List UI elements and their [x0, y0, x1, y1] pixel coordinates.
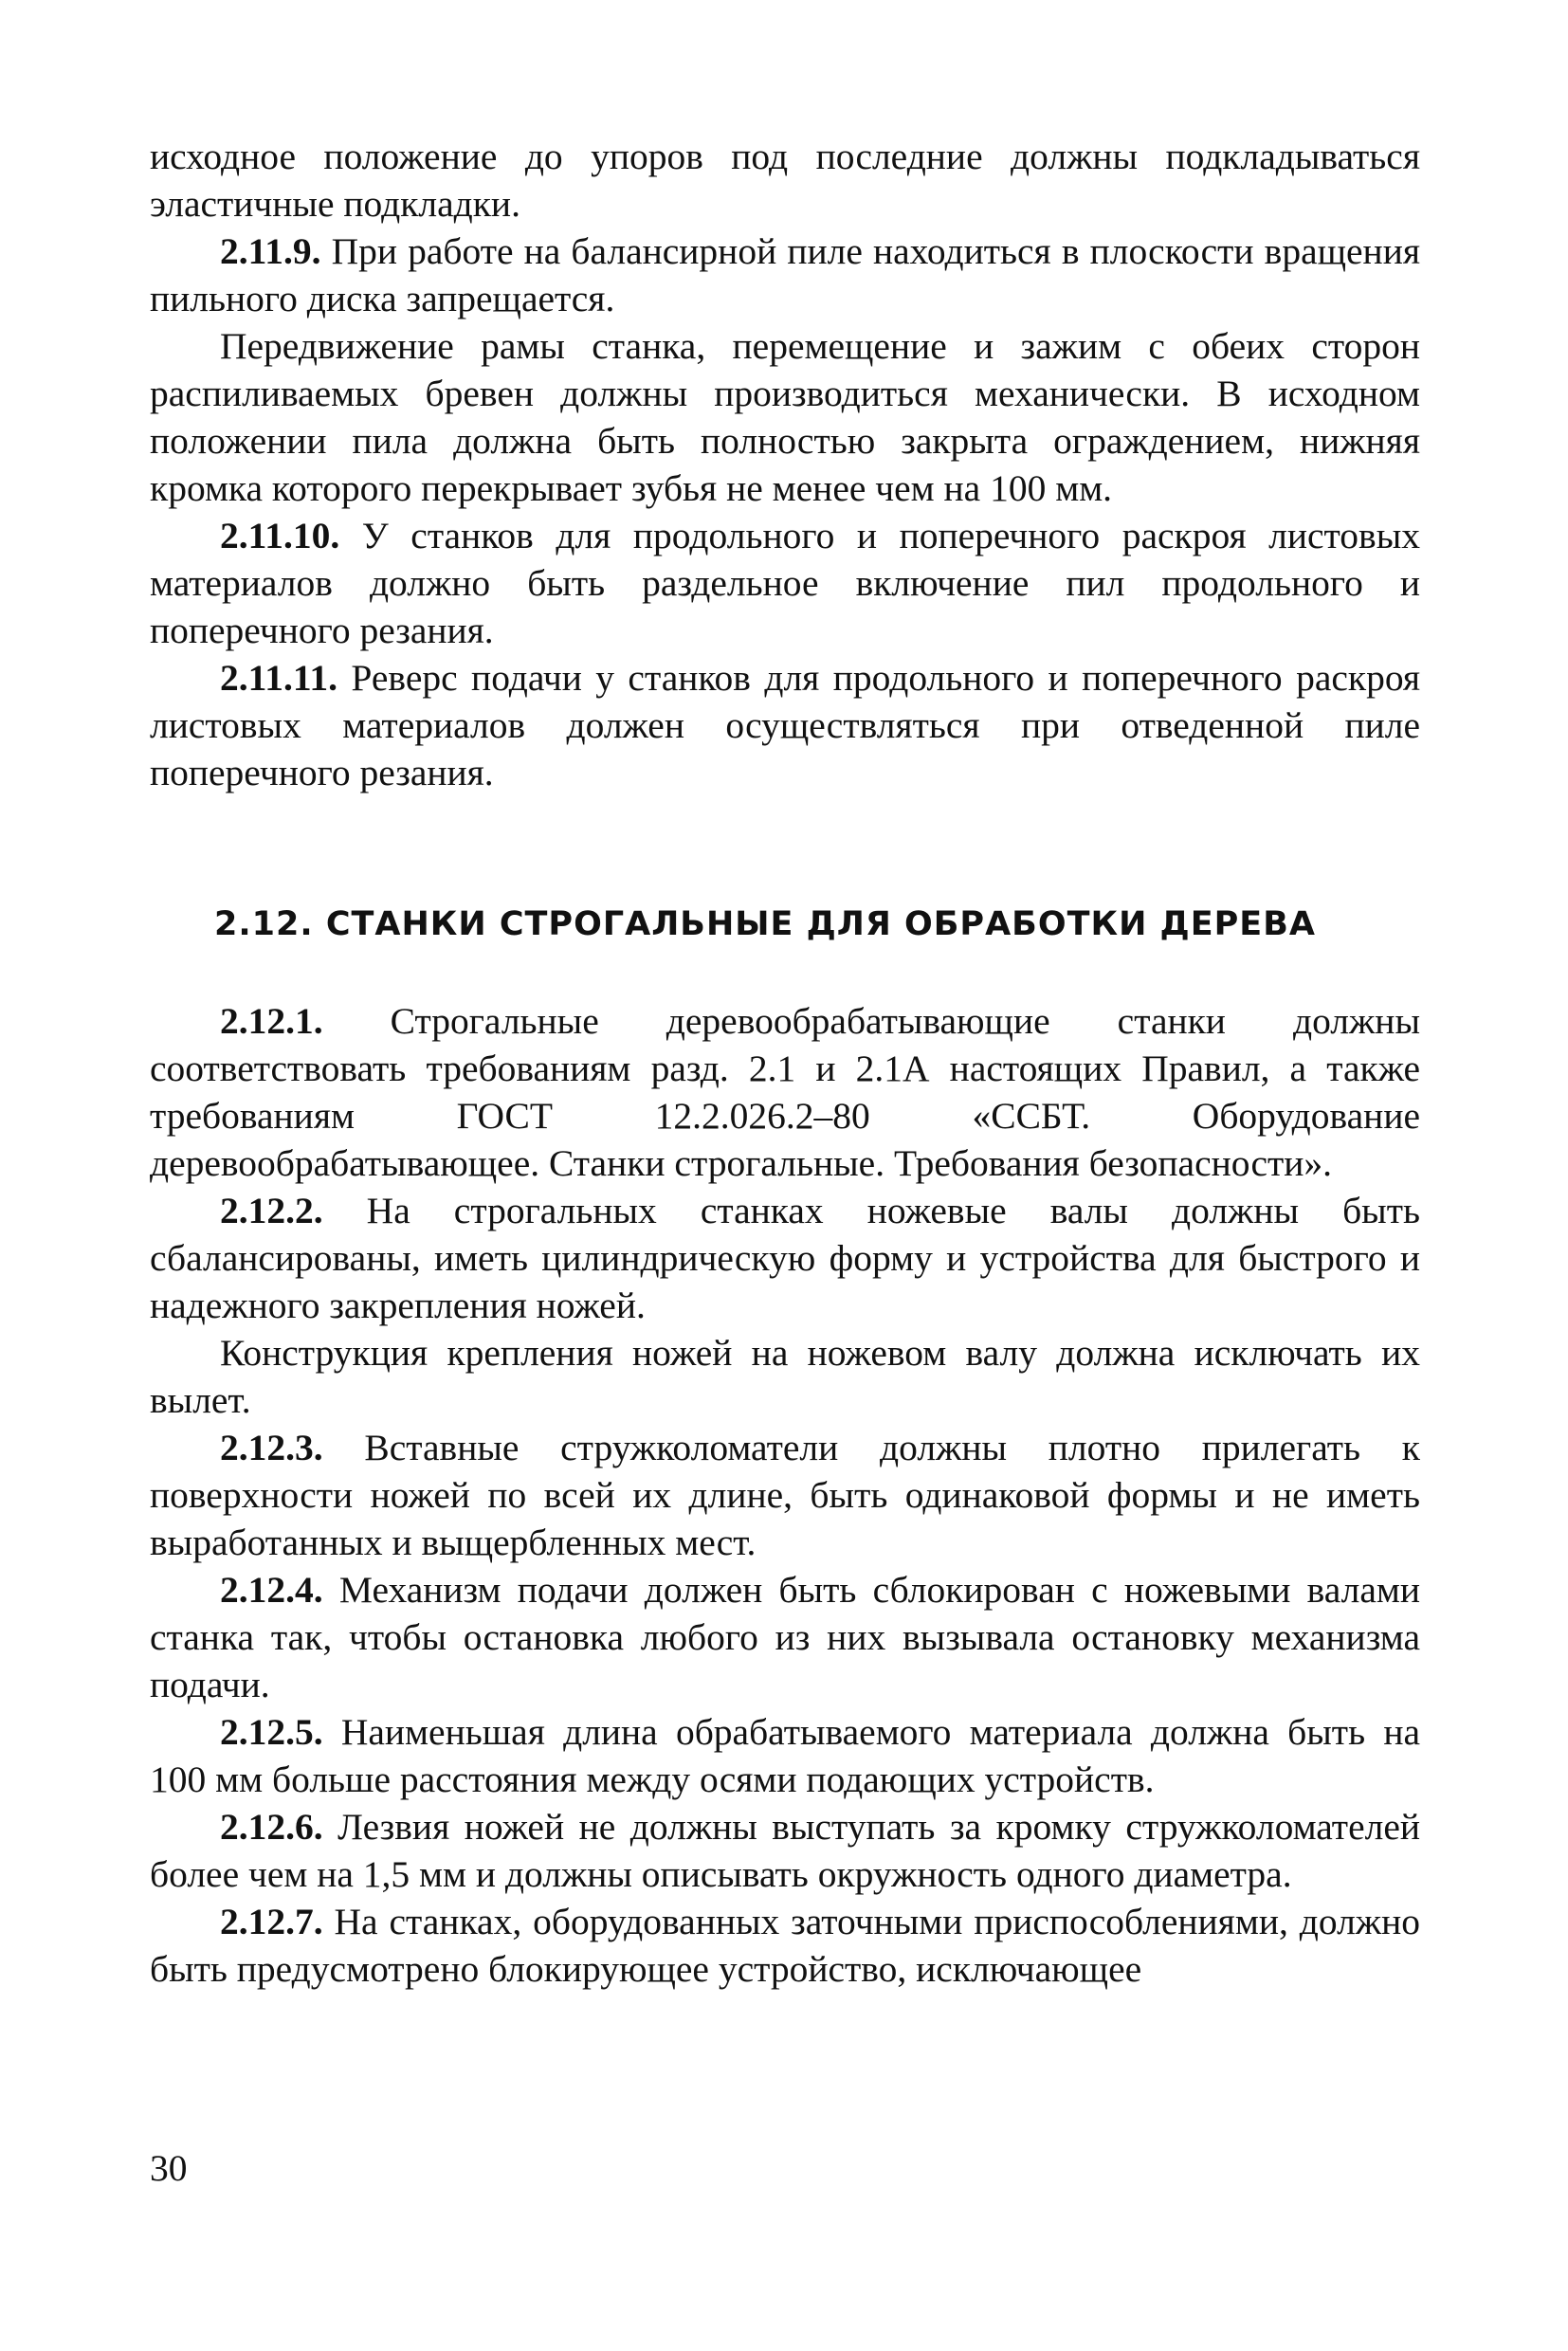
paragraph-frame-movement	[150, 322, 1420, 512]
document-page	[150, 133, 1420, 1993]
paragraph-2-11-9	[150, 228, 1420, 322]
paragraph-continuation	[150, 133, 1420, 228]
page-number: 30	[150, 2147, 188, 2189]
paragraph-2-12-1	[150, 997, 1420, 1187]
paragraph-text: Вставные стружколоматели должны плотно прилегать к поверхности ножей по всей их длине, быть одинаковой формы и не иметь выработанных и выщербленных мест.	[150, 1427, 1420, 1563]
paragraph-2-12-7	[150, 1898, 1420, 1993]
clause-number: 2.12.3.	[220, 1427, 323, 1468]
paragraph-2-12-3	[150, 1424, 1420, 1566]
clause-number: 2.12.6.	[220, 1806, 323, 1848]
paragraph-text: Конструкция крепления ножей на ножевом валу должна исключать их вылет.	[150, 1332, 1420, 1421]
clause-number: 2.11.10.	[220, 515, 340, 556]
paragraph-2-12-2	[150, 1187, 1420, 1329]
paragraph-text: Лезвия ножей не должны выступать за кромку стружколомателей более чем на 1,5 мм и должны описывать окружность одного диаметра.	[150, 1806, 1420, 1895]
clause-number: 2.12.2.	[220, 1190, 323, 1231]
paragraph-text: Реверс подачи у станков для продольного и поперечного раскроя листовых материалов должен осуществляться при отведенной пиле поперечного резания.	[150, 657, 1420, 793]
paragraph-knife-mounting	[150, 1329, 1420, 1424]
section-heading: 2.12. СТАНКИ СТРОГАЛЬНЫЕ ДЛЯ ОБРАБОТКИ ДЕРЕВА	[214, 905, 1316, 943]
clause-number: 2.12.4.	[220, 1569, 323, 1611]
paragraph-text: На станках, оборудованных заточными приспособлениями, должно быть предусмотрено блокирующее устройство, исключающее	[150, 1901, 1420, 1990]
paragraph-2-11-11	[150, 654, 1420, 796]
paragraph-text: Механизм подачи должен быть сблокирован с ножевыми валами станка так, чтобы остановка любого из них вызывала остановку механизма подачи.	[150, 1569, 1420, 1705]
clause-number: 2.12.7.	[220, 1901, 323, 1942]
paragraph-text: Наименьшая длина обрабатываемого материала должна быть на 100 мм больше расстояния между осями подающих устройств.	[150, 1711, 1420, 1800]
paragraph-2-12-6	[150, 1803, 1420, 1898]
clause-number: 2.12.1.	[220, 1000, 323, 1042]
paragraph-text: На строгальных станках ножевые валы должны быть сбалансированы, иметь цилиндрическую форму и устройства для быстрого и надежного закрепления ножей.	[150, 1190, 1420, 1326]
paragraph-text: Строгальные деревообрабатывающие станки должны соответствовать требованиям разд. 2.1 и 2.1А настоящих Правил, а также требованиям ГОСТ 12.2.026.2–80 «ССБТ. Оборудование деревообрабатывающее. Станки строгальные. Требования безопасности».	[150, 1000, 1420, 1184]
paragraph-text: У станков для продольного и поперечного раскроя листовых материалов должно быть раздельное включение пил продольного и поперечного резания.	[150, 515, 1420, 651]
paragraph-2-12-5	[150, 1708, 1420, 1803]
clause-number: 2.11.9.	[220, 230, 321, 272]
clause-number: 2.12.5.	[220, 1711, 323, 1753]
paragraph-text: При работе на балансирной пиле находиться в плоскости вращения пильного диска запрещается.	[150, 230, 1420, 319]
paragraph-text: Передвижение рамы станка, перемещение и зажим с обеих сторон распиливаемых бревен должны производиться механически. В исходном положении пила должна быть полностью закрыта ограждением, нижняя кромка которого перекрывает зубья не менее чем на 100 мм.	[150, 325, 1420, 509]
paragraph-text: исходное положение до упоров под последние должны подкладываться эластичные подкладки.	[150, 136, 1420, 225]
paragraph-2-11-10	[150, 512, 1420, 654]
clause-number: 2.11.11.	[220, 657, 338, 699]
paragraph-2-12-4	[150, 1566, 1420, 1708]
